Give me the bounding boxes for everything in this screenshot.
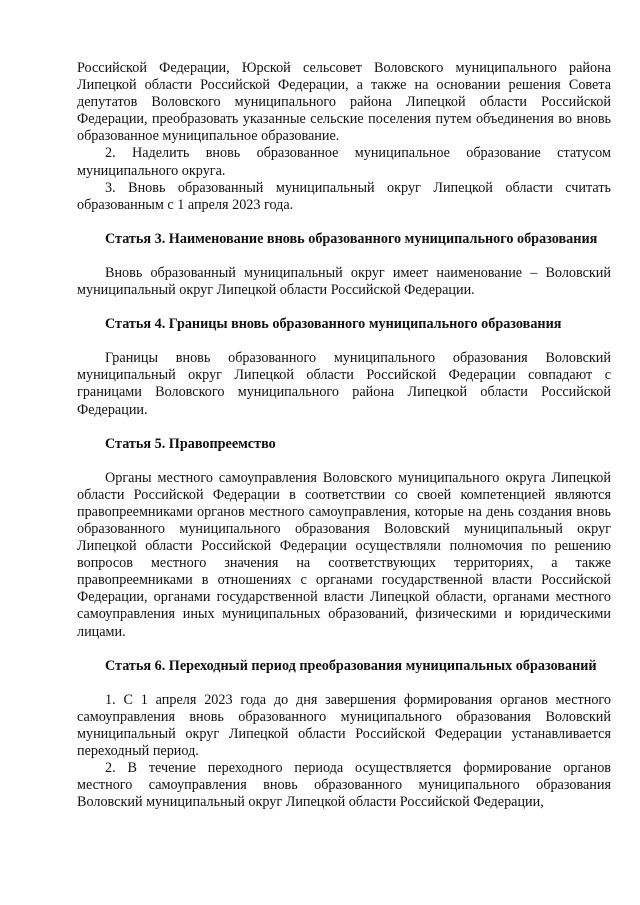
article5-heading: Статья 5. Правопреемство <box>105 435 276 452</box>
document-page <box>77 60 611 811</box>
article3-text: Вновь образованный муниципальный округ имеет наименование – Воловский муниципальный округ Липецкой области Российской Федерации. <box>77 264 611 299</box>
article3-heading: Статья 3. Наименование вновь образованного муниципального образования <box>105 230 598 247</box>
article6-heading: Статья 6. Переходный период преобразования муниципальных образований <box>105 657 597 674</box>
article2-item-3: 3. Вновь образованный муниципальный округ Липецкой области считать образованным с 1 апреля 2023 года. <box>77 179 611 213</box>
article6-item-2: 2. В течение переходного периода осуществляется формирование органов местного самоуправления вновь образованного муниципального образования Воловский муниципальный округ Липецкой области Российской Федерации, <box>77 760 611 811</box>
article2-item-2: 2. Наделить вновь образованное муниципальное образование статусом муниципального округа. <box>77 145 611 179</box>
article6-item-1: 1. С 1 апреля 2023 года до дня завершения формирования органов местного самоуправления вновь образованного муниципального образования Воловский муниципальный округ Липецкой области Российской Федерации устанавливается переходный период. <box>77 691 611 759</box>
continuation-paragraph: Российской Федерации, Юрской сельсовет Воловского муниципального района Липецкой области Российской Федерации, а также на основании решения Совета депутатов Воловского муниципального района Липецкой области Российской Федерации, преобразовать указанные сельские поселения путем объединения во вновь образованное муниципальное образование. <box>77 60 611 145</box>
article4-text: Границы вновь образованного муниципального образования Воловский муниципальный округ Липецкой области Российской Федерации совпадают с границами Воловского муниципального района Липецкой области Российской Федерации. <box>77 350 611 418</box>
article5-text: Органы местного самоуправления Воловского муниципального округа Липецкой области Российской Федерации в соответствии со своей компетенцией являются правопреемниками органов местного самоуправления, которые на день создания вновь образованного муниципального образования Воловский муниципальный округ Липецкой области Российской Федерации осуществляли полномочия по решению вопросов местного значения на соответствующих территориях, а также правопреемниками в отношениях с органами государственной власти Российской Федерации, органами государственной власти Липецкой области, органами местного самоуправления иных муниципальных образований, физическими и юридическими лицами. <box>77 469 611 640</box>
article4-heading: Статья 4. Границы вновь образованного муниципального образования <box>105 316 562 333</box>
